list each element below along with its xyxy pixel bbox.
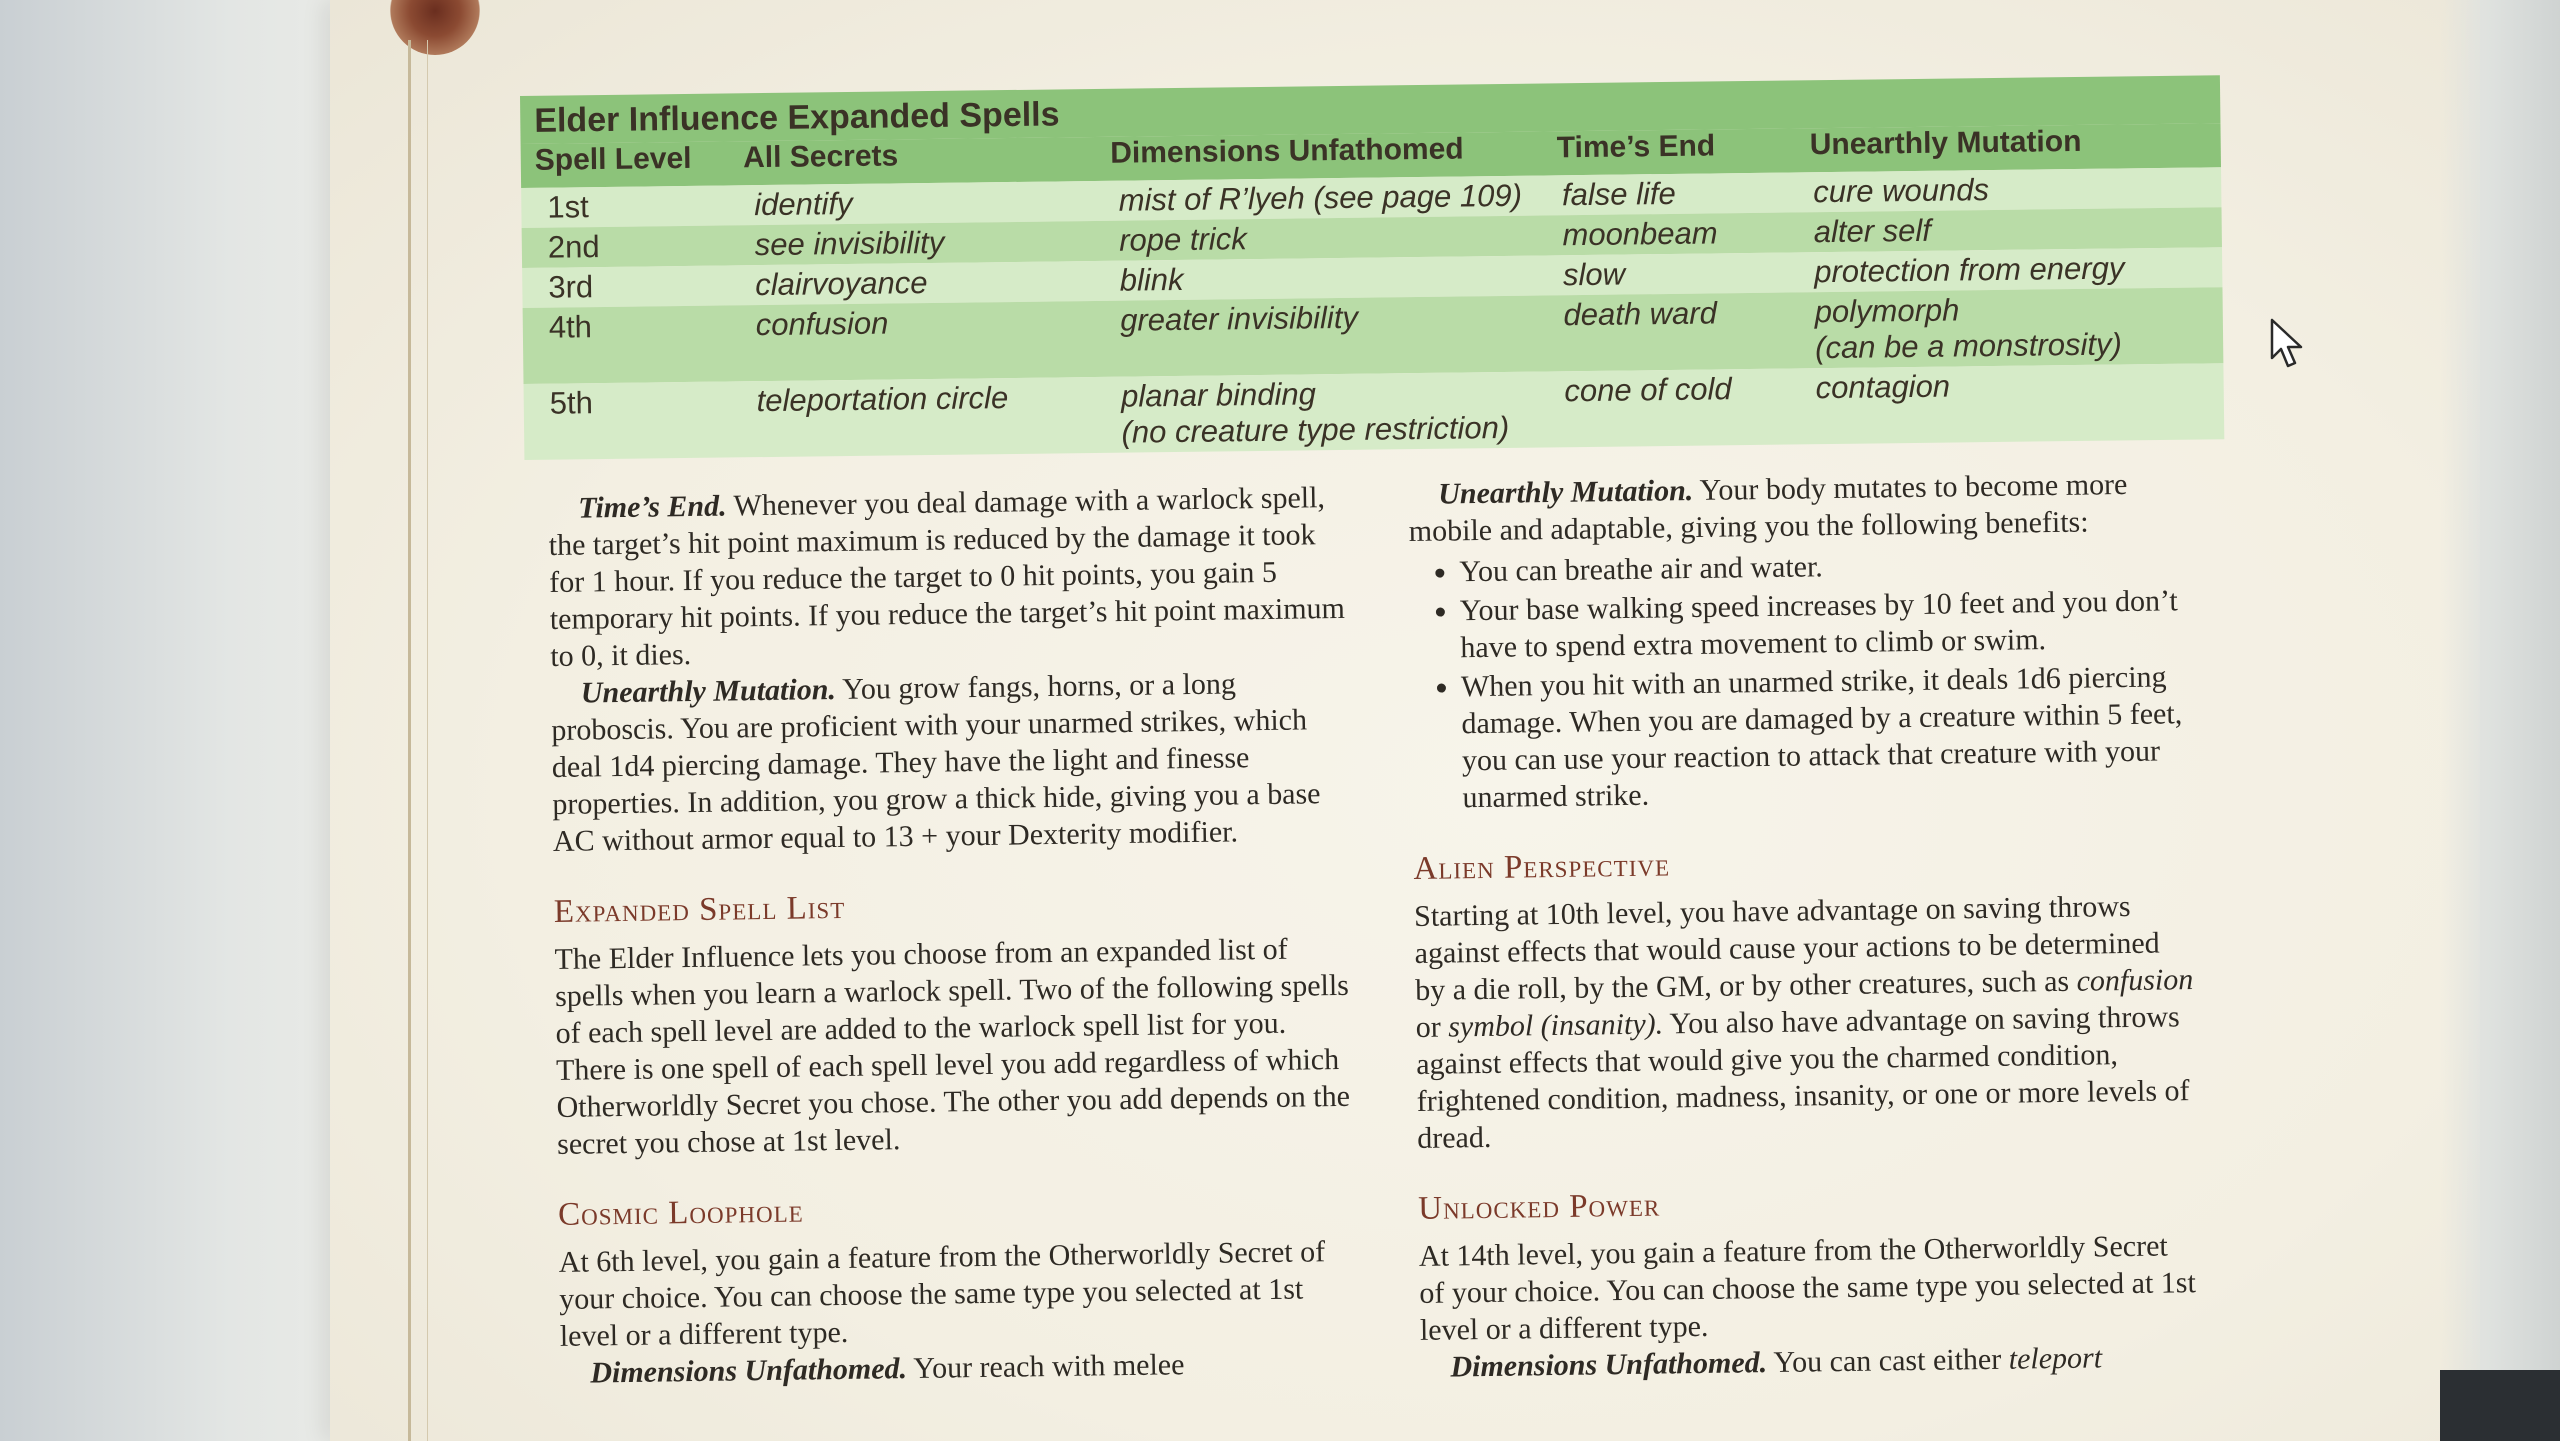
header-times-end: Time’s End [1556, 129, 1716, 165]
cell-level: 2nd [547, 229, 600, 265]
cell-level: 3rd [548, 269, 594, 305]
dimensions-text: Your reach with melee [906, 1348, 1185, 1386]
header-all-secrets: All Secrets [742, 139, 899, 175]
mutation-benefits-paragraph [1408, 465, 2189, 550]
page-border [408, 40, 428, 1441]
left-column [548, 479, 1361, 1392]
cell-mutation [1814, 289, 2209, 366]
alien-text-part: or [1415, 1010, 1449, 1044]
cell-mutation: alter self [1813, 212, 1932, 250]
mutation-paragraph [551, 664, 1354, 860]
benefits-list [1409, 543, 2193, 817]
table-body [521, 167, 2224, 460]
mutation-lead: Unearthly Mutation. [1438, 474, 1694, 511]
cell-level: 1st [547, 189, 589, 225]
cell-times-end: slow [1562, 256, 1626, 293]
alien-perspective-heading: Alien Perspective [1413, 847, 1671, 887]
screen-edge [2440, 0, 2560, 1441]
expanded-spells-table [520, 75, 2224, 460]
cell-dimensions-text: planar binding [1120, 376, 1317, 414]
unlocked-power-text: At 14th level, you gain a feature from the Otherworldly Secret of your choice. You can choose the same type you selected at 1st level or a different type. [1418, 1229, 2197, 1347]
cell-dimensions-note: (no creature type restriction) [1121, 409, 1510, 450]
list-item: • Your base walking speed increases by 10 feet and you don’t have to spend extra movement to climb or swim. [1460, 582, 2191, 666]
cell-all-secrets: identify [754, 185, 853, 223]
cell-all-secrets: teleportation circle [756, 380, 1009, 419]
dimensions-lead: Dimensions Unfathomed. [590, 1352, 908, 1390]
cell-level: 4th [548, 309, 593, 345]
unlocked-power-heading: Unlocked Power [1417, 1187, 1661, 1227]
cell-all-secrets: clairvoyance [754, 265, 928, 303]
mutation-text: You grow fangs, horns, or a long proboscis. You are proficient with your unarmed strikes, which deal 1d4 piercing damage. They have the light and finesse properties. In addition, you grow a thick hide, giving you a base AC without armor equal to 13 + your Dexterity modifier. [551, 667, 1321, 858]
header-unearthly-mutation: Unearthly Mutation [1809, 124, 2082, 162]
header-dimensions-unfathomed: Dimensions Unfathomed [1110, 132, 1464, 170]
cell-times-end: cone of cold [1564, 371, 1732, 409]
cell-dimensions: blink [1119, 261, 1184, 298]
monitor-bezel [2440, 1370, 2560, 1441]
mouse-cursor-icon [2268, 318, 2308, 370]
cell-dimensions [1121, 373, 1565, 450]
mutation-lead: Unearthly Mutation. [580, 673, 837, 710]
dimensions-lead: Dimensions Unfathomed. [1450, 1346, 1768, 1384]
times-end-lead: Time’s End. [578, 489, 727, 525]
cell-mutation: protection from energy [1813, 250, 2125, 290]
cell-times-end: moonbeam [1562, 215, 1718, 253]
dimensions-text: You can cast either [1766, 1342, 2009, 1380]
expanded-spell-list-heading: Expanded Spell List [553, 889, 846, 930]
times-end-text: Whenever you deal damage with a warlock spell, the target’s hit point maximum is reduced by the damage it took for 1 hour. If you reduce the target to 0 hit points, you gain 5 temporary hit points. If you reduce the target’s hit point maximum to 0, it dies. [548, 481, 1346, 673]
alien-text-part: You also have advantage on saving throws against effects that would give you the charmed condition, frightened condition, madness, insanity, or one or more levels of dread. [1415, 1000, 2190, 1155]
alien-spell-confusion: confusion [2076, 963, 2194, 998]
cell-level: 5th [549, 385, 594, 421]
header-spell-level: Spell Level [534, 141, 692, 177]
cell-times-end: death ward [1563, 295, 1718, 333]
list-item: • When you hit with an unarmed strike, it deals 1d6 piercing damage. When you are damaged by a creature within 5 feet, you can use your reaction to attack that creature with your unarmed strike. [1461, 658, 2193, 816]
times-end-paragraph [548, 479, 1351, 675]
cell-all-secrets: see invisibility [754, 224, 945, 263]
cell-all-secrets: confusion [755, 305, 889, 343]
cell-mutation: contagion [1815, 368, 1951, 406]
list-item: • You can breathe air and water. [1459, 543, 2189, 590]
dimensions-spell-teleport: teleport [2008, 1341, 2103, 1376]
cell-dimensions: greater invisibility [1119, 299, 1359, 338]
cell-times-end: false life [1561, 175, 1676, 213]
cell-dimensions [1119, 177, 1563, 218]
cosmic-loophole-heading: Cosmic Loophole [557, 1193, 804, 1233]
cell-dimensions: rope trick [1118, 221, 1247, 258]
mutation-benefits-text: Your body mutates to become more mobile and adaptable, giving you the following benefits: [1408, 467, 2128, 548]
alien-spell-symbol: symbol (insanity). [1447, 1007, 1664, 1044]
cell-mutation-text: polymorph [1814, 292, 1960, 330]
expanded-spell-list-text: The Elder Influence lets you choose from an expanded list of spells when you learn a warlock spell. Two of the following spells of each spell level are added to the warlock spell list for you. There is one spell of each spell level you add regardless of which Otherworldly Secret you chose. The other you add depends on the secret you chose at 1st level. [554, 932, 1351, 1161]
table-title: Elder Influence Expanded Spells [520, 75, 2220, 144]
cosmic-loophole-text: At 6th level, you gain a feature from the Otherworldly Secret of your choice. You can choose the same type you selected at 1st level or a different type. [558, 1235, 1326, 1353]
cell-mutation-note: (can be a monstrosity) [1814, 326, 2122, 366]
cell-mutation: cure wounds [1813, 172, 1990, 210]
right-column [1408, 465, 2201, 1386]
alien-perspective-text [1414, 887, 2198, 1157]
alien-text-part: Starting at 10th level, you have advantage on saving throws against effects that would cause your actions to be determined by a die roll, by the GM, or by other creatures, such as [1413, 889, 2160, 1007]
cell-dimensions-text: mist of R’lyeh (see page 109) [1118, 177, 1523, 218]
